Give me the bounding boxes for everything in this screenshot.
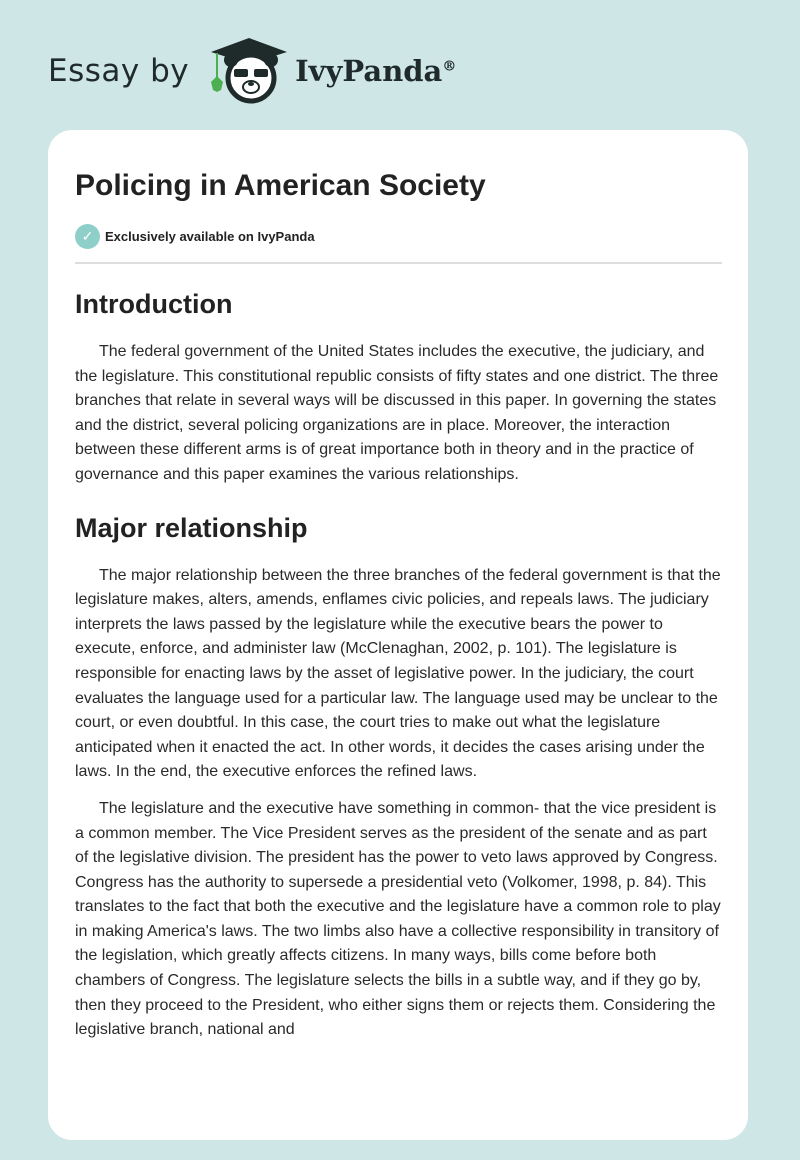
essay-by-label: Essay by: [48, 53, 190, 89]
exclusive-badge: [75, 224, 722, 249]
paragraph: The legislature and the executive have something in common- that the vice president is a common member. The Vice President serves as the president of the senate and as part of the legislative division. The president has the power to veto laws approved by Congress. Congress has the authority to supersede a presidential veto (Volkomer, 1998, p. 84). This translates to the fact that both the executive and the legislature have a common role to play in making America's laws. The two limbs also have a collective responsibility in transitory of the legislation, which greatly affects citizens. In many ways, bills come before both chambers of Congress. The legislature selects the bills in a subtle way, and if they go by, then they proceed to the President, who either signs them or rejects them. Considering the legislative branch, national and: [75, 799, 721, 1039]
registered-mark: ®: [442, 58, 457, 75]
paragraph: The federal government of the United States includes the executive, the judiciary, and the legislature. This constitutional republic consists of fifty states and one district. The three branches that relate in several ways will be discussed in this paper. In governing the states and the district, several policing organizations are in place. Moreover, the interaction between these different arms is of great importance both in theory and in the practice of governance and this paper examines the various relationships.: [75, 343, 719, 483]
section-heading: Major relationship: [75, 512, 308, 543]
check-icon: ✓: [75, 224, 100, 249]
badge-text: Exclusively available on IvyPanda: [105, 229, 315, 244]
ivypanda-logo-icon[interactable]: [209, 36, 289, 106]
paragraph: The major relationship between the three branches of the federal government is that the legislature makes, alters, amends, enflames civic policies, and repeals laws. The judiciary interprets the laws passed by the legislature while the executive bears the power to execute, enforce, and administer law (McClenaghan, 2002, p. 101). The legislature is responsible for enacting laws by the asset of legislative power. In the judiciary, the court evaluates the language used for a particular law. The language used may be unclear to the court, or even doubtful. In this case, the court tries to make out what the legislature anticipated when it enacted the act. In other words, it decides the cases arising under the laws. In the end, the executive enforces the refined laws.: [75, 566, 721, 781]
section-heading: Introduction: [75, 289, 233, 319]
site-header: [48, 36, 456, 106]
brand-text: IvyPanda: [295, 54, 443, 88]
divider: [75, 262, 722, 264]
page-title: Policing in American Society: [75, 169, 486, 202]
brand-name[interactable]: [295, 54, 456, 88]
essay-card: [48, 130, 748, 1140]
